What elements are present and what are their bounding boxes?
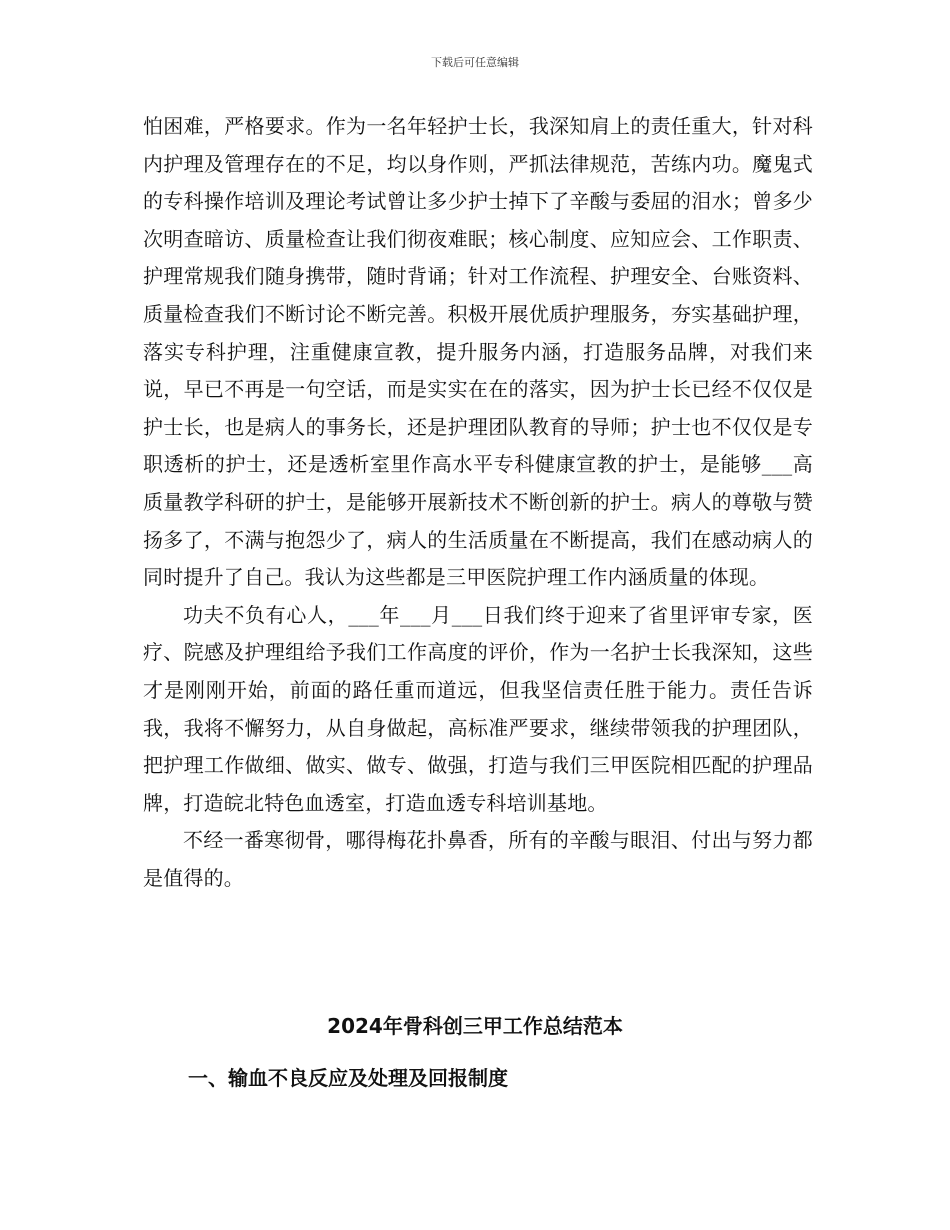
paragraph-review-result: 功夫不负有心人，___年___月___日我们终于迎来了省里评审专家，医疗、院感及护理组给予我们工作高度的评价，作为一名护士长我深知，这些才是刚刚开始，前面的路任重而道远，但我坚信责任胜于能力。责任告诉我，我将不懈努力，从自身做起，高标准严要求，继续带领我的护理团队，把护理工作做细、做实、做专、做强，打造与我们三甲医院相匹配的护理品牌，打造皖北特色血透室，打造血透专科培训基地。 (143, 602, 813, 815)
document-title: 2024年骨科创三甲工作总结范本 (327, 1014, 623, 1038)
page-header: 下载后可任意编辑 (431, 56, 519, 69)
paragraph-continuation: 怕困难，严格要求。作为一名年轻护士长，我深知肩上的责任重大，针对科内护理及管理存在的不足，均以身作则，严抓法律规范，苦练内功。魔鬼式的专科操作培训及理论考试曾让多少护士掉下了辛酸与委屈的泪水；曾多少次明查暗访、质量检查让我们彻夜难眠；核心制度、应知应会、工作职责、护理常规我们随身携带，随时背诵；针对工作流程、护理安全、台账资料、质量检查我们不断讨论不断完善。积极开展优质护理服务，夯实基础护理，落实专科护理，注重健康宣教，提升服务内涵，打造服务品牌，对我们来说，早已不再是一句空话，而是实实在在的落实，因为护士长已经不仅仅是护士长，也是病人的事务长，还是护理团队教育的导师；护士也不仅仅是专职透析的护士，还是透析室里作高水平专科健康宣教的护士，是能够___高质量教学科研的护士，是能够开展新技术不断创新的护士。病人的尊敬与赞扬多了，不满与抱怨少了，病人的生活质量在不断提高，我们在感动病人的同时提升了自己。我认为这些都是三甲医院护理工作内涵质量的体现。 (143, 114, 813, 590)
document-body (143, 108, 813, 897)
section-heading: 一、输血不良反应及处理及回报制度 (188, 1066, 508, 1090)
paragraph-closing: 不经一番寒彻骨，哪得梅花扑鼻香，所有的辛酸与眼泪、付出与努力都是值得的。 (143, 828, 813, 890)
